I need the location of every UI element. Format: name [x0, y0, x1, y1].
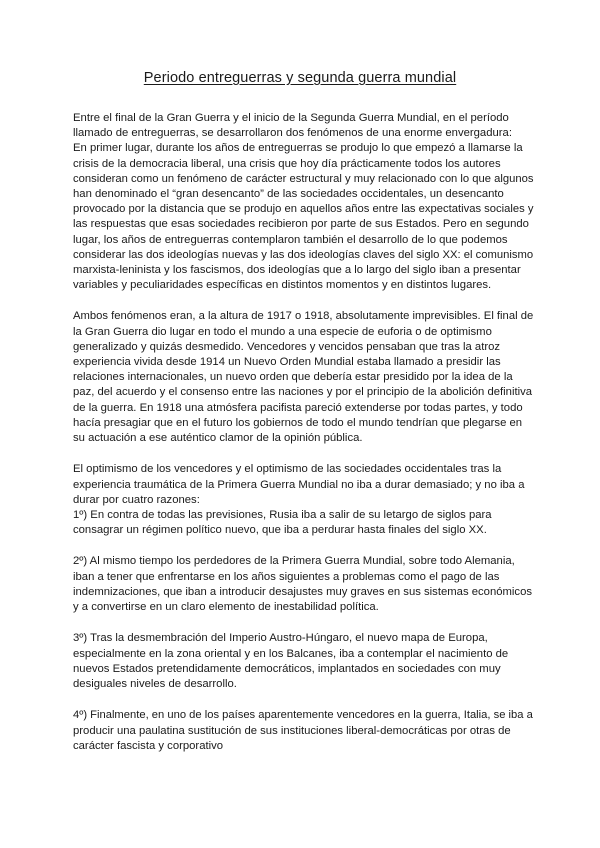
text-line: de la guerra. En 1918 una atmósfera pacifista pareció extenderse por todas partes, y todo	[73, 401, 523, 414]
text-line: llamado de entreguerras, se desarrollaron dos fenómenos de una enorme envergadura:	[73, 127, 512, 140]
text-line: su actuación a ese auténtico clamor de la opinión pública.	[73, 431, 363, 444]
paragraph	[73, 309, 533, 446]
text-line: hacía presagiar que en el futuro los gobiernos de todo el mundo tendrían que plegarse en	[73, 416, 523, 429]
text-line: y a convertirse en un claro elemento de inestabilidad política.	[73, 601, 379, 613]
text-line: indemnizaciones, que iban a introducir desajustes muy graves en sus sistemas económicos	[73, 585, 533, 598]
text-line: la Gran Guerra dio lugar en todo el mundo a una especie de euforia o de optimismo	[73, 325, 492, 338]
text-line: iban a tener que enfrentarse en los años siguientes a problemas como el pago de las	[73, 570, 500, 583]
text-line: 1º) En contra de todas las previsiones, Rusia iba a salir de su letargo de siglos para	[73, 508, 492, 521]
text-line: generalizado y quizás desmedido. Vencedores y vencidos pensaban que tras la atroz	[73, 340, 501, 353]
text-line: marxista-leninista y los fascismos, dos ideologías que a lo largo del siglo iban a presentar	[73, 263, 521, 276]
paragraph-gap	[73, 692, 533, 708]
paragraph	[73, 111, 533, 293]
text-line: Entre el final de la Gran Guerra y el inicio de la Segunda Guerra Mundial, en el período	[73, 112, 509, 124]
text-line: relaciones internacionales, un nuevo orden que debería estar presidido por la idea de la	[73, 371, 513, 384]
text-line: consideran como un fenómeno de carácter estructural y muy relacionado con lo que algunos	[73, 172, 534, 185]
paragraph-gap	[73, 446, 533, 462]
text-line: experiencia vivida desde 1914 un Nuevo Orden Mundial estaba llamado a presidir las	[73, 356, 501, 368]
paragraph-gap	[73, 293, 533, 309]
text-line: provocado por la distancia que se produjo en aquellos años entre las expectativas sociales y	[73, 203, 534, 216]
text-line: especialmente en la zona oriental y en los Balcanes, iba a contemplar el nacimiento de	[73, 647, 509, 660]
text-line: Ambos fenómenos eran, a la altura de 1917 o 1918, absolutamente imprevisibles. El final de	[73, 310, 534, 323]
text-line: experiencia traumática de la Primera Guerra Mundial no iba a durar demasiado; y no iba a	[73, 478, 525, 491]
text-line: considerar las dos ideologías nuevas y las dos ideologías claves del siglo XX: el comunismo	[73, 248, 534, 261]
text-line: En primer lugar, durante los años de entreguerras se produjo lo que empezó a llamarse la	[73, 142, 523, 155]
paragraph	[73, 708, 533, 754]
paragraph	[73, 554, 533, 615]
text-line: 4º) Finalmente, en uno de los países aparentemente vencedores en la guerra, Italia, se iba a	[73, 709, 533, 722]
text-line: consagrar un régimen político nuevo, que iba a perdurar hasta finales del siglo XX.	[73, 524, 487, 537]
text-line: lugar, los años de entreguerras contemplaron también el desarrollo de lo que podemos	[73, 233, 508, 246]
document-title: Periodo entreguerras y segunda guerra mundial	[143, 70, 457, 86]
text-line: han denominado el “gran desencanto” de las sociedades occidentales, un desencanto	[73, 187, 504, 200]
text-line: carácter fascista y corporativo	[73, 739, 224, 752]
paragraph-gap	[73, 615, 533, 631]
document-body	[73, 111, 533, 754]
text-line: paz, del acuerdo y el consenso entre las naciones y por el principio de la abolición definitiva	[73, 386, 533, 399]
paragraph	[73, 631, 533, 692]
text-line: 3º) Tras la desmembración del Imperio Austro-Húngaro, el nuevo mapa de Europa,	[73, 632, 488, 645]
text-line: las respuestas que esas sociedades recibieron por parte de sus Estados. Pero en segundo	[73, 218, 529, 231]
paragraph-gap	[73, 538, 533, 554]
text-line: variables y peculiaridades específicas en distintos momentos y en distintos lugares.	[73, 279, 492, 292]
text-line: desiguales niveles de desarrollo.	[73, 677, 237, 690]
text-line: nuevos Estados pretendidamente democráticos, implantados en sociedades con muy	[73, 662, 501, 675]
text-line: 2º) Al mismo tiempo los perdedores de la Primera Guerra Mundial, sobre todo Alemania,	[73, 555, 515, 568]
text-line: durar por cuatro razones:	[73, 493, 200, 506]
text-line: crisis de la democracia liberal, una crisis que hoy día prácticamente todos los autores	[73, 157, 501, 170]
text-line: El optimismo de los vencedores y el optimismo de las sociedades occidentales tras la	[73, 463, 502, 476]
paragraph	[73, 462, 533, 538]
text-line: producir una paulatina sustitución de sus instituciones liberal-democráticas por otras de	[73, 724, 511, 737]
